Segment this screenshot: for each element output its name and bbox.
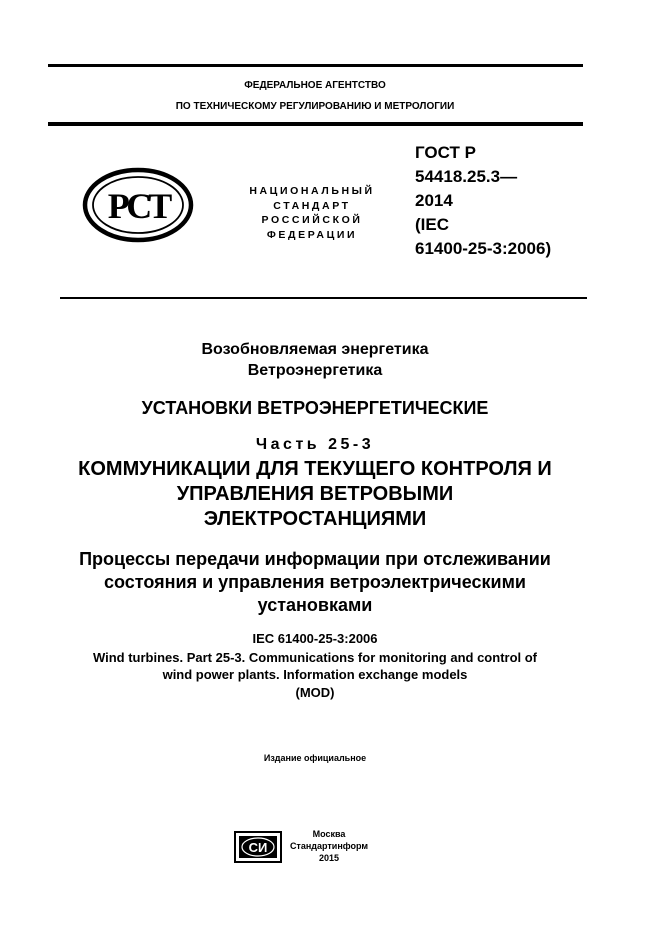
designation-line-1: ГОСТ Р [415,143,476,162]
gost-r-logo [82,167,194,243]
subtitle-line-3: установками [257,595,373,615]
agency-line-1: ФЕДЕРАЛЬНОЕ АГЕНТСТВО [244,80,386,91]
designation-line-2: 54418.25.3— [415,167,518,186]
publisher-year: 2015 [318,853,340,863]
designation-line-4: (IEC [415,215,449,234]
national-standard-line-4: ФЕДЕРАЦИИ [266,228,358,241]
national-standard-line-1: НАЦИОНАЛЬНЫЙ [249,185,375,197]
national-standard-line-2: СТАНДАРТ [273,199,351,212]
national-standard-label [232,184,392,242]
agency-line-2: ПО ТЕХНИЧЕСКОМУ РЕГУЛИРОВАНИЮ И МЕТРОЛОГИИ [175,101,455,112]
part-title-line-3: ЭЛЕКТРОСТАНЦИЯМИ [203,508,427,530]
publisher-block [282,828,376,864]
standartinform-logo-text: СИ [248,840,268,855]
iec-english-line-2: wind power plants. Information exchange models [162,667,468,682]
part-title-line-2: УПРАВЛЕНИЯ ВЕТРОВЫМИ [176,483,454,505]
header-bottom-rule [60,297,587,299]
logo-text: РСТ [107,186,169,226]
iec-mod: (MOD) [295,685,335,700]
subtitle-line-1: Процессы передачи информации при отслеживании [79,549,551,569]
edition-label: Издание официальное [263,753,367,763]
part-title-line-1: КОММУНИКАЦИИ ДЛЯ ТЕКУЩЕГО КОНТРОЛЯ И [78,458,552,480]
publisher-name: Стандартинформ [289,841,369,851]
iec-number: IEC 61400-25-3:2006 [252,631,378,646]
standard-designation [415,141,551,261]
agency-bottom-rule [48,122,583,126]
top-rule [48,64,583,67]
designation-line-3: 2014 [415,191,453,210]
title-group: Возобновляемая энергетика [201,341,429,358]
iec-english-line-1: Wind turbines. Part 25-3. Communications for monitoring and control of [92,650,538,665]
designation-line-5: 61400-25-3:2006) [415,239,552,258]
title-subgroup: Ветроэнергетика [247,362,383,379]
publisher-city: Москва [312,829,346,839]
standartinform-logo [233,830,283,864]
title-part: Часть 25-3 [255,436,375,453]
subtitle-line-2: состояния и управления ветроэлектрическими [104,572,526,592]
national-standard-line-3: РОССИЙСКОЙ [261,214,363,226]
title-main: УСТАНОВКИ ВЕТРОЭНЕРГЕТИЧЕСКИЕ [141,398,489,418]
